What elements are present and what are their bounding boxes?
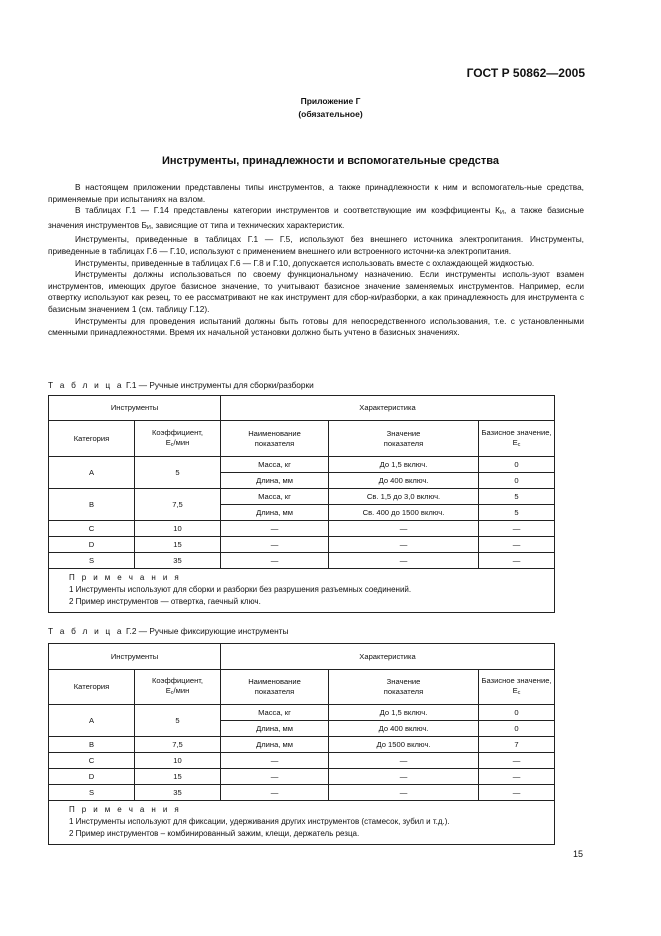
paragraph: Инструменты для проведения испытаний должны быть готовы для непосредственного использования, т.е. с установленными сменными принадлежностями. Время их начальной установки должно быть учтено в базисных значениях. [48,315,584,338]
header-value: Значение показателя [329,421,479,457]
header-category: Категория [49,670,135,705]
header-characteristic: Характеристика [221,644,555,670]
header-name: Наименование показателя [221,421,329,457]
header-base: Базисное значение, $Е_с$ [479,421,555,457]
table-row: D 15 — — — [49,769,555,785]
header-coefficient: Коэффициент, $Е_с$/мин [135,421,221,457]
paragraph: Инструменты, приведенные в таблицах Г.1 — Г.5, используют без внешнего источника электропитания. Инструменты, приведенные в таблицах Г.6 — Г.10, используют с применением внешнего или встроенного источни-ка электропитания. [48,234,584,256]
table-row: Длина, мм До 400 включ. 0 [49,721,555,737]
paragraph: Инструменты, приведенные в таблицах Г.6 — Г.8 и Г.10, допускается использовать вместе с охлаждающей жидкостью. [75,257,535,268]
header-category: Категория [49,421,135,457]
paragraph: В таблицах Г.1 — Г.14 представлены категории инструментов и соответствующие им коэффициенты $К_И$, а также базисные значения инструментов $Б_И$, зависящие от типа и технических характеристик. [48,205,584,231]
standard-number: ГОСТ Р 50862—2005 [466,66,585,80]
table-row: D 15 — — — [49,537,555,553]
section-heading: Инструменты, принадлежности и вспомогательные средства [162,155,499,167]
table-row: A 5 Масса, кг До 1,5 включ. 0 [49,705,555,721]
header-tools: Инструменты [49,396,221,421]
table-row: Длина, мм До 400 включ. 0 [49,473,555,489]
table-row: Длина, мм Св. 400 до 1500 включ. 5 [49,505,555,521]
table-notes: П р и м е ч а н и я 1 Инструменты используют для фиксации, удерживания других инструментов (стамесок, зубил и т.д.). 2 Пример инструментов – комбинированный зажим, клещи, держатель резца. [49,801,555,845]
table1-caption: Т а б л и ц а Г.1 — Ручные инструменты для сборки/разборки [48,380,314,390]
table-row: A 5 Масса, кг До 1,5 включ. 0 [49,457,555,473]
table-notes: П р и м е ч а н и я 1 Инструменты используют для сборки и разборки без разрушения разъемных соединений. 2 Пример инструментов — отвертка, гаечный ключ. [49,569,555,613]
header-name: Наименование показателя [221,670,329,705]
table2-caption: Т а б л и ц а Г.2 — Ручные фиксирующие инструменты [48,626,289,636]
table-row: B 7,5 Длина, мм До 1500 включ. 7 [49,737,555,753]
table1 [48,395,555,613]
page-number: 15 [573,849,584,859]
paragraph: В настоящем приложении представлены типы инструментов, а также принадлежности к ним и вспомогатель-ные средства, применяемые при испытаниях на взлом. [48,182,584,204]
table-row: S 35 — — — [49,553,555,569]
table-row: S 35 — — — [49,785,555,801]
header-coefficient: Коэффициент, $Е_с$/мин [135,670,221,705]
paragraph: Инструменты должны использоваться по своему функциональному назначению. Если инструменты исполь-зуют взамен инструментов, имеющих другое базисное значение, то учитывают базисное значение заменяемых инструментов. Например, если отвертку используют как резец, то ее рассматривают не как инструмент для сбор-ки/разборки, а как принадлежность для инструмента с базисным значением 1 (см. таблицу Г.12). [48,269,584,314]
appendix-title: Приложение Г [300,96,361,106]
appendix-status: (обязательное) [298,109,363,119]
header-tools: Инструменты [49,644,221,670]
body-text [48,182,584,339]
table-row: C 10 — — — [49,521,555,537]
table-row: C 10 — — — [49,753,555,769]
header-characteristic: Характеристика [221,396,555,421]
header-base: Базисное значение, $Е_с$ [479,670,555,705]
table-row: B 7,5 Масса, кг Св. 1,5 до 3,0 включ. 5 [49,489,555,505]
table2 [48,643,555,845]
header-value: Значение показателя [329,670,479,705]
